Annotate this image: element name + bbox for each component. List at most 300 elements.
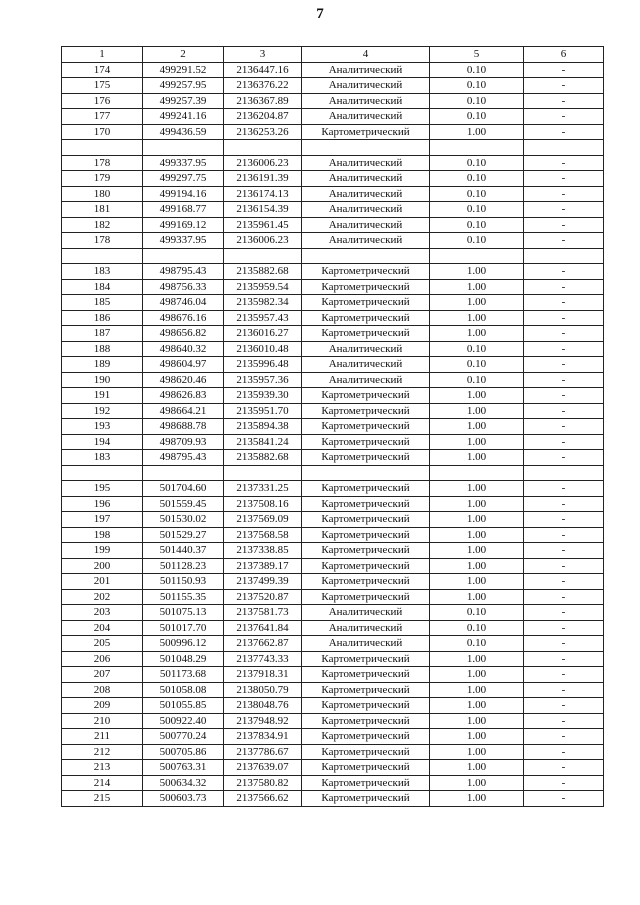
accuracy-cell: 1.00 bbox=[430, 481, 524, 497]
y-coordinate-cell: 2137331.25 bbox=[224, 481, 302, 497]
method-cell: Картометрический bbox=[302, 512, 430, 528]
table-row bbox=[62, 403, 604, 419]
accuracy-cell: 1.00 bbox=[430, 651, 524, 667]
table-row bbox=[62, 217, 604, 233]
accuracy-cell: 0.10 bbox=[430, 109, 524, 125]
point-number-cell: 208 bbox=[62, 682, 143, 698]
x-coordinate-cell: 500603.73 bbox=[143, 791, 224, 807]
table-row bbox=[62, 109, 604, 125]
method-cell: Аналитический bbox=[302, 78, 430, 94]
method-cell: Картометрический bbox=[302, 713, 430, 729]
point-number-cell: 206 bbox=[62, 651, 143, 667]
method-cell: Картометрический bbox=[302, 279, 430, 295]
accuracy-cell: 1.00 bbox=[430, 388, 524, 404]
x-coordinate-cell bbox=[143, 465, 224, 481]
y-coordinate-cell: 2137581.73 bbox=[224, 605, 302, 621]
accuracy-cell bbox=[430, 465, 524, 481]
point-number-cell: 204 bbox=[62, 620, 143, 636]
y-coordinate-cell: 2135996.48 bbox=[224, 357, 302, 373]
y-coordinate-cell: 2136204.87 bbox=[224, 109, 302, 125]
accuracy-cell bbox=[430, 248, 524, 264]
accuracy-cell: 0.10 bbox=[430, 636, 524, 652]
x-coordinate-cell: 498795.43 bbox=[143, 264, 224, 280]
table-row bbox=[62, 78, 604, 94]
point-number-cell: 193 bbox=[62, 419, 143, 435]
x-coordinate-cell: 498604.97 bbox=[143, 357, 224, 373]
table-row bbox=[62, 419, 604, 435]
table-row bbox=[62, 171, 604, 187]
y-coordinate-cell: 2137338.85 bbox=[224, 543, 302, 559]
note-cell: - bbox=[524, 682, 604, 698]
accuracy-cell: 0.10 bbox=[430, 78, 524, 94]
method-cell: Картометрический bbox=[302, 558, 430, 574]
method-cell: Картометрический bbox=[302, 496, 430, 512]
x-coordinate-cell: 499257.39 bbox=[143, 93, 224, 109]
method-cell: Картометрический bbox=[302, 310, 430, 326]
y-coordinate-cell: 2137508.16 bbox=[224, 496, 302, 512]
table-row bbox=[62, 760, 604, 776]
x-coordinate-cell: 501704.60 bbox=[143, 481, 224, 497]
method-cell: Картометрический bbox=[302, 791, 430, 807]
method-cell: Картометрический bbox=[302, 760, 430, 776]
point-number-cell: 212 bbox=[62, 744, 143, 760]
table-row bbox=[62, 357, 604, 373]
method-cell: Картометрический bbox=[302, 543, 430, 559]
x-coordinate-cell: 498746.04 bbox=[143, 295, 224, 311]
y-coordinate-cell: 2136154.39 bbox=[224, 202, 302, 218]
table-row bbox=[62, 744, 604, 760]
point-number-cell: 202 bbox=[62, 589, 143, 605]
y-coordinate-cell: 2137662.87 bbox=[224, 636, 302, 652]
note-cell: - bbox=[524, 791, 604, 807]
x-coordinate-cell: 501440.37 bbox=[143, 543, 224, 559]
accuracy-cell: 1.00 bbox=[430, 264, 524, 280]
y-coordinate-cell bbox=[224, 140, 302, 156]
point-number-cell: 179 bbox=[62, 171, 143, 187]
y-coordinate-cell: 2136006.23 bbox=[224, 155, 302, 171]
method-cell: Аналитический bbox=[302, 620, 430, 636]
accuracy-cell: 1.00 bbox=[430, 729, 524, 745]
point-number-cell: 191 bbox=[62, 388, 143, 404]
note-cell: - bbox=[524, 713, 604, 729]
table-row bbox=[62, 326, 604, 342]
note-cell: - bbox=[524, 93, 604, 109]
method-cell: Аналитический bbox=[302, 155, 430, 171]
table-row bbox=[62, 543, 604, 559]
accuracy-cell: 1.00 bbox=[430, 450, 524, 466]
table-row bbox=[62, 388, 604, 404]
x-coordinate-cell: 498620.46 bbox=[143, 372, 224, 388]
point-number-cell: 199 bbox=[62, 543, 143, 559]
x-coordinate-cell: 501055.85 bbox=[143, 698, 224, 714]
note-cell: - bbox=[524, 124, 604, 140]
x-coordinate-cell: 498756.33 bbox=[143, 279, 224, 295]
x-coordinate-cell: 498640.32 bbox=[143, 341, 224, 357]
header-cell: 5 bbox=[430, 47, 524, 63]
y-coordinate-cell: 2137786.67 bbox=[224, 744, 302, 760]
x-coordinate-cell: 499297.75 bbox=[143, 171, 224, 187]
accuracy-cell: 1.00 bbox=[430, 682, 524, 698]
x-coordinate-cell: 501075.13 bbox=[143, 605, 224, 621]
table-separator-row bbox=[62, 248, 604, 264]
y-coordinate-cell: 2135957.36 bbox=[224, 372, 302, 388]
method-cell bbox=[302, 465, 430, 481]
method-cell: Картометрический bbox=[302, 326, 430, 342]
table-row bbox=[62, 512, 604, 528]
point-number-cell: 209 bbox=[62, 698, 143, 714]
table-row bbox=[62, 372, 604, 388]
table-row bbox=[62, 62, 604, 78]
note-cell: - bbox=[524, 589, 604, 605]
x-coordinate-cell: 499168.77 bbox=[143, 202, 224, 218]
note-cell: - bbox=[524, 155, 604, 171]
table-row bbox=[62, 264, 604, 280]
method-cell: Картометрический bbox=[302, 419, 430, 435]
table-row bbox=[62, 310, 604, 326]
y-coordinate-cell: 2135882.68 bbox=[224, 450, 302, 466]
x-coordinate-cell: 500922.40 bbox=[143, 713, 224, 729]
note-cell: - bbox=[524, 310, 604, 326]
x-coordinate-cell: 499257.95 bbox=[143, 78, 224, 94]
y-coordinate-cell: 2136016.27 bbox=[224, 326, 302, 342]
point-number-cell: 210 bbox=[62, 713, 143, 729]
y-coordinate-cell: 2137743.33 bbox=[224, 651, 302, 667]
method-cell: Аналитический bbox=[302, 93, 430, 109]
x-coordinate-cell: 500634.32 bbox=[143, 775, 224, 791]
accuracy-cell: 0.10 bbox=[430, 155, 524, 171]
method-cell: Картометрический bbox=[302, 264, 430, 280]
y-coordinate-cell: 2137520.87 bbox=[224, 589, 302, 605]
point-number-cell: 189 bbox=[62, 357, 143, 373]
note-cell: - bbox=[524, 62, 604, 78]
table-row bbox=[62, 233, 604, 249]
y-coordinate-cell: 2135959.54 bbox=[224, 279, 302, 295]
table-header-row bbox=[62, 47, 604, 63]
method-cell: Аналитический bbox=[302, 341, 430, 357]
y-coordinate-cell: 2136010.48 bbox=[224, 341, 302, 357]
method-cell: Картометрический bbox=[302, 744, 430, 760]
x-coordinate-cell: 498664.21 bbox=[143, 403, 224, 419]
table-row bbox=[62, 434, 604, 450]
note-cell: - bbox=[524, 295, 604, 311]
accuracy-cell: 0.10 bbox=[430, 171, 524, 187]
x-coordinate-cell: 500705.86 bbox=[143, 744, 224, 760]
y-coordinate-cell: 2135961.45 bbox=[224, 217, 302, 233]
y-coordinate-cell: 2137569.09 bbox=[224, 512, 302, 528]
note-cell: - bbox=[524, 341, 604, 357]
table-row bbox=[62, 729, 604, 745]
y-coordinate-cell: 2136174.13 bbox=[224, 186, 302, 202]
y-coordinate-cell: 2136006.23 bbox=[224, 233, 302, 249]
accuracy-cell: 1.00 bbox=[430, 326, 524, 342]
accuracy-cell: 0.10 bbox=[430, 233, 524, 249]
note-cell: - bbox=[524, 279, 604, 295]
point-number-cell: 213 bbox=[62, 760, 143, 776]
point-number-cell: 215 bbox=[62, 791, 143, 807]
method-cell: Аналитический bbox=[302, 171, 430, 187]
accuracy-cell: 1.00 bbox=[430, 698, 524, 714]
y-coordinate-cell: 2138048.76 bbox=[224, 698, 302, 714]
note-cell: - bbox=[524, 233, 604, 249]
note-cell: - bbox=[524, 651, 604, 667]
point-number-cell: 192 bbox=[62, 403, 143, 419]
header-cell: 1 bbox=[62, 47, 143, 63]
x-coordinate-cell: 499337.95 bbox=[143, 155, 224, 171]
x-coordinate-cell: 500996.12 bbox=[143, 636, 224, 652]
point-number-cell: 183 bbox=[62, 450, 143, 466]
method-cell: Картометрический bbox=[302, 403, 430, 419]
method-cell: Аналитический bbox=[302, 186, 430, 202]
point-number-cell: 205 bbox=[62, 636, 143, 652]
accuracy-cell: 0.10 bbox=[430, 202, 524, 218]
y-coordinate-cell: 2137948.92 bbox=[224, 713, 302, 729]
note-cell: - bbox=[524, 419, 604, 435]
note-cell: - bbox=[524, 574, 604, 590]
point-number-cell bbox=[62, 248, 143, 264]
y-coordinate-cell: 2135982.34 bbox=[224, 295, 302, 311]
point-number-cell bbox=[62, 465, 143, 481]
y-coordinate-cell: 2137568.58 bbox=[224, 527, 302, 543]
x-coordinate-cell: 498626.83 bbox=[143, 388, 224, 404]
note-cell: - bbox=[524, 403, 604, 419]
header-cell: 6 bbox=[524, 47, 604, 63]
y-coordinate-cell: 2137499.39 bbox=[224, 574, 302, 590]
method-cell: Картометрический bbox=[302, 527, 430, 543]
point-number-cell: 196 bbox=[62, 496, 143, 512]
method-cell: Картометрический bbox=[302, 589, 430, 605]
accuracy-cell: 1.00 bbox=[430, 744, 524, 760]
x-coordinate-cell: 501155.35 bbox=[143, 589, 224, 605]
x-coordinate-cell: 501128.23 bbox=[143, 558, 224, 574]
y-coordinate-cell: 2136447.16 bbox=[224, 62, 302, 78]
accuracy-cell: 1.00 bbox=[430, 775, 524, 791]
method-cell bbox=[302, 140, 430, 156]
table-row bbox=[62, 589, 604, 605]
y-coordinate-cell: 2136367.89 bbox=[224, 93, 302, 109]
method-cell: Картометрический bbox=[302, 481, 430, 497]
y-coordinate-cell: 2137639.07 bbox=[224, 760, 302, 776]
note-cell bbox=[524, 140, 604, 156]
table-row bbox=[62, 791, 604, 807]
table-row bbox=[62, 124, 604, 140]
table-row bbox=[62, 496, 604, 512]
accuracy-cell: 1.00 bbox=[430, 434, 524, 450]
x-coordinate-cell: 501530.02 bbox=[143, 512, 224, 528]
y-coordinate-cell: 2135882.68 bbox=[224, 264, 302, 280]
note-cell: - bbox=[524, 620, 604, 636]
table-row bbox=[62, 341, 604, 357]
point-number-cell: 190 bbox=[62, 372, 143, 388]
method-cell: Картометрический bbox=[302, 295, 430, 311]
table-row bbox=[62, 605, 604, 621]
method-cell: Аналитический bbox=[302, 357, 430, 373]
note-cell: - bbox=[524, 264, 604, 280]
y-coordinate-cell: 2135957.43 bbox=[224, 310, 302, 326]
x-coordinate-cell: 499337.95 bbox=[143, 233, 224, 249]
note-cell: - bbox=[524, 527, 604, 543]
method-cell: Картометрический bbox=[302, 388, 430, 404]
note-cell: - bbox=[524, 605, 604, 621]
y-coordinate-cell bbox=[224, 465, 302, 481]
accuracy-cell: 1.00 bbox=[430, 667, 524, 683]
y-coordinate-cell: 2135951.70 bbox=[224, 403, 302, 419]
table-row bbox=[62, 450, 604, 466]
table-row bbox=[62, 713, 604, 729]
y-coordinate-cell: 2137580.82 bbox=[224, 775, 302, 791]
coordinates-table bbox=[61, 46, 604, 807]
table-row bbox=[62, 775, 604, 791]
point-number-cell: 177 bbox=[62, 109, 143, 125]
table-row bbox=[62, 295, 604, 311]
accuracy-cell: 0.10 bbox=[430, 93, 524, 109]
y-coordinate-cell: 2138050.79 bbox=[224, 682, 302, 698]
y-coordinate-cell: 2137566.62 bbox=[224, 791, 302, 807]
y-coordinate-cell: 2137834.91 bbox=[224, 729, 302, 745]
note-cell: - bbox=[524, 186, 604, 202]
note-cell: - bbox=[524, 481, 604, 497]
y-coordinate-cell: 2137641.84 bbox=[224, 620, 302, 636]
table-row bbox=[62, 279, 604, 295]
point-number-cell: 185 bbox=[62, 295, 143, 311]
point-number-cell bbox=[62, 140, 143, 156]
accuracy-cell: 1.00 bbox=[430, 295, 524, 311]
point-number-cell: 182 bbox=[62, 217, 143, 233]
note-cell: - bbox=[524, 372, 604, 388]
x-coordinate-cell: 498676.16 bbox=[143, 310, 224, 326]
note-cell: - bbox=[524, 512, 604, 528]
note-cell: - bbox=[524, 760, 604, 776]
table-row bbox=[62, 155, 604, 171]
point-number-cell: 183 bbox=[62, 264, 143, 280]
note-cell bbox=[524, 465, 604, 481]
table-separator-row bbox=[62, 465, 604, 481]
accuracy-cell bbox=[430, 140, 524, 156]
y-coordinate-cell: 2135841.24 bbox=[224, 434, 302, 450]
accuracy-cell: 1.00 bbox=[430, 512, 524, 528]
note-cell: - bbox=[524, 775, 604, 791]
method-cell: Картометрический bbox=[302, 682, 430, 698]
header-cell: 4 bbox=[302, 47, 430, 63]
x-coordinate-cell: 499194.16 bbox=[143, 186, 224, 202]
note-cell: - bbox=[524, 217, 604, 233]
x-coordinate-cell: 499291.52 bbox=[143, 62, 224, 78]
method-cell: Картометрический bbox=[302, 434, 430, 450]
point-number-cell: 203 bbox=[62, 605, 143, 621]
note-cell: - bbox=[524, 698, 604, 714]
table-row bbox=[62, 527, 604, 543]
method-cell: Аналитический bbox=[302, 372, 430, 388]
method-cell: Аналитический bbox=[302, 605, 430, 621]
point-number-cell: 176 bbox=[62, 93, 143, 109]
accuracy-cell: 0.10 bbox=[430, 341, 524, 357]
accuracy-cell: 1.00 bbox=[430, 403, 524, 419]
method-cell: Аналитический bbox=[302, 202, 430, 218]
note-cell: - bbox=[524, 636, 604, 652]
point-number-cell: 201 bbox=[62, 574, 143, 590]
table-row bbox=[62, 186, 604, 202]
table-row bbox=[62, 667, 604, 683]
accuracy-cell: 0.10 bbox=[430, 217, 524, 233]
x-coordinate-cell: 499436.59 bbox=[143, 124, 224, 140]
note-cell: - bbox=[524, 109, 604, 125]
x-coordinate-cell: 501017.70 bbox=[143, 620, 224, 636]
page-number: 7 bbox=[316, 6, 324, 22]
point-number-cell: 195 bbox=[62, 481, 143, 497]
x-coordinate-cell: 501048.29 bbox=[143, 651, 224, 667]
method-cell: Картометрический bbox=[302, 651, 430, 667]
method-cell: Аналитический bbox=[302, 636, 430, 652]
x-coordinate-cell: 499241.16 bbox=[143, 109, 224, 125]
accuracy-cell: 1.00 bbox=[430, 791, 524, 807]
y-coordinate-cell bbox=[224, 248, 302, 264]
table-row bbox=[62, 558, 604, 574]
point-number-cell: 200 bbox=[62, 558, 143, 574]
note-cell: - bbox=[524, 78, 604, 94]
point-number-cell: 180 bbox=[62, 186, 143, 202]
method-cell: Картометрический bbox=[302, 729, 430, 745]
table-row bbox=[62, 682, 604, 698]
accuracy-cell: 1.00 bbox=[430, 496, 524, 512]
y-coordinate-cell: 2136253.26 bbox=[224, 124, 302, 140]
table-separator-row bbox=[62, 140, 604, 156]
point-number-cell: 178 bbox=[62, 155, 143, 171]
point-number-cell: 214 bbox=[62, 775, 143, 791]
x-coordinate-cell: 498709.93 bbox=[143, 434, 224, 450]
table-body bbox=[62, 62, 604, 806]
accuracy-cell: 0.10 bbox=[430, 62, 524, 78]
point-number-cell: 174 bbox=[62, 62, 143, 78]
point-number-cell: 197 bbox=[62, 512, 143, 528]
note-cell: - bbox=[524, 326, 604, 342]
accuracy-cell: 1.00 bbox=[430, 589, 524, 605]
method-cell: Картометрический bbox=[302, 667, 430, 683]
note-cell: - bbox=[524, 357, 604, 373]
accuracy-cell: 1.00 bbox=[430, 574, 524, 590]
point-number-cell: 170 bbox=[62, 124, 143, 140]
x-coordinate-cell bbox=[143, 140, 224, 156]
point-number-cell: 181 bbox=[62, 202, 143, 218]
point-number-cell: 207 bbox=[62, 667, 143, 683]
point-number-cell: 194 bbox=[62, 434, 143, 450]
accuracy-cell: 0.10 bbox=[430, 186, 524, 202]
note-cell: - bbox=[524, 496, 604, 512]
x-coordinate-cell: 501529.27 bbox=[143, 527, 224, 543]
table-row bbox=[62, 574, 604, 590]
x-coordinate-cell: 500763.31 bbox=[143, 760, 224, 776]
accuracy-cell: 0.10 bbox=[430, 357, 524, 373]
point-number-cell: 198 bbox=[62, 527, 143, 543]
accuracy-cell: 0.10 bbox=[430, 605, 524, 621]
method-cell: Картометрический bbox=[302, 574, 430, 590]
header-cell: 2 bbox=[143, 47, 224, 63]
point-number-cell: 211 bbox=[62, 729, 143, 745]
accuracy-cell: 1.00 bbox=[430, 543, 524, 559]
accuracy-cell: 1.00 bbox=[430, 310, 524, 326]
table-row bbox=[62, 636, 604, 652]
accuracy-cell: 1.00 bbox=[430, 419, 524, 435]
y-coordinate-cell: 2136376.22 bbox=[224, 78, 302, 94]
y-coordinate-cell: 2137918.31 bbox=[224, 667, 302, 683]
note-cell: - bbox=[524, 744, 604, 760]
x-coordinate-cell: 501173.68 bbox=[143, 667, 224, 683]
method-cell: Аналитический bbox=[302, 233, 430, 249]
x-coordinate-cell: 500770.24 bbox=[143, 729, 224, 745]
y-coordinate-cell: 2135894.38 bbox=[224, 419, 302, 435]
x-coordinate-cell: 501150.93 bbox=[143, 574, 224, 590]
header-cell: 3 bbox=[224, 47, 302, 63]
x-coordinate-cell bbox=[143, 248, 224, 264]
table-row bbox=[62, 202, 604, 218]
